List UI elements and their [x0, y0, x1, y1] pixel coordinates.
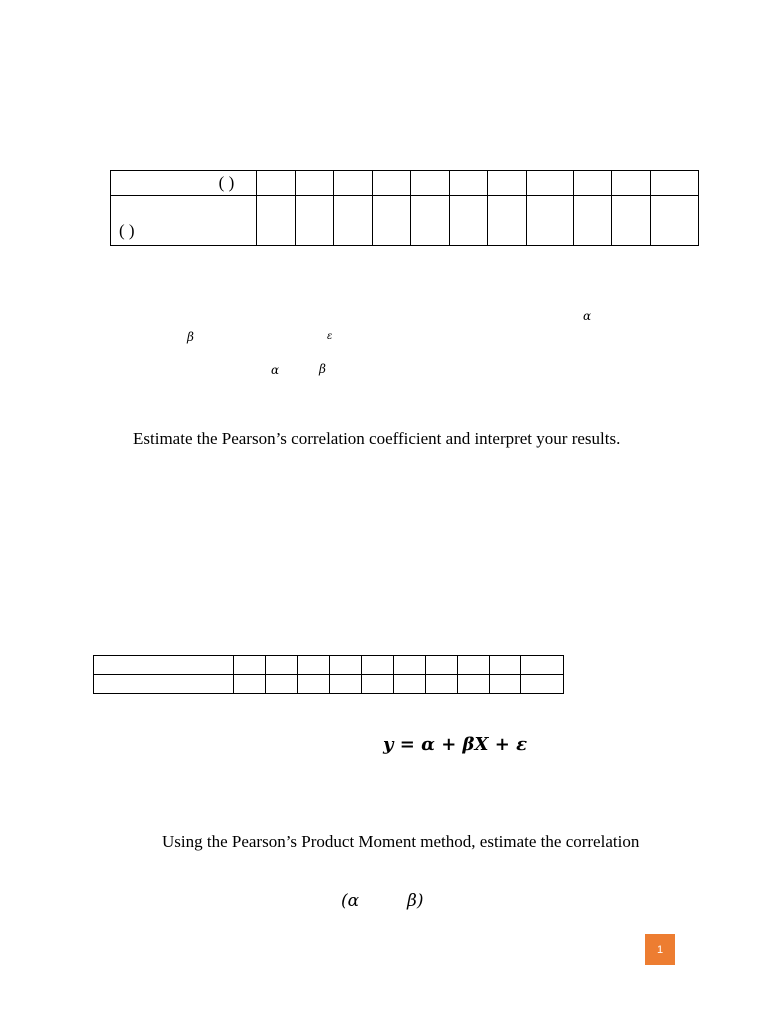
table-cell: [526, 196, 573, 246]
table-cell: [257, 196, 296, 246]
table-cell: [298, 656, 330, 675]
table-cell: [330, 675, 362, 694]
table-cell: [266, 675, 298, 694]
table-cell: [94, 675, 234, 694]
table-cell: [449, 171, 487, 196]
table-cell: [394, 656, 426, 675]
beta-close-paren: β): [407, 891, 424, 911]
table-cell: [487, 171, 526, 196]
table-cell: [526, 171, 573, 196]
table-cell: [458, 656, 490, 675]
table-cell: [330, 656, 362, 675]
table-cell: [394, 675, 426, 694]
table-row: [94, 675, 564, 694]
table-cell: [426, 675, 458, 694]
table-cell: [266, 656, 298, 675]
alpha-symbol: α: [271, 363, 280, 377]
table-cell: [296, 171, 334, 196]
table-cell: [411, 171, 449, 196]
page-number: 1: [656, 943, 664, 956]
data-table-1: [110, 170, 699, 246]
table-cell: [521, 675, 564, 694]
table-cell: [490, 675, 521, 694]
table-row: [111, 196, 699, 246]
beta-symbol: β: [187, 330, 194, 344]
table-cell: [487, 196, 526, 246]
table-cell: [650, 196, 698, 246]
page-number-badge: [645, 934, 675, 965]
table-cell: [411, 196, 449, 246]
table-cell: [573, 171, 611, 196]
table1-row2-label: ( ): [111, 196, 257, 246]
table-cell: [458, 675, 490, 694]
table-cell: [334, 171, 373, 196]
table-cell: [611, 171, 650, 196]
table-cell: [521, 656, 564, 675]
table1-row1-label: ( ): [111, 171, 257, 196]
table-cell: [94, 656, 234, 675]
table-cell: [650, 171, 698, 196]
table-cell: [257, 171, 296, 196]
alpha-symbol: α: [583, 309, 592, 323]
table-cell: [490, 656, 521, 675]
data-table-2: [93, 655, 564, 694]
table-cell: [373, 196, 411, 246]
table-row: [111, 171, 699, 196]
table-cell: [362, 675, 394, 694]
beta-symbol: β: [319, 362, 326, 376]
table-cell: [362, 656, 394, 675]
pearson-estimate-text: Estimate the Pearson’s correlation coefficient and interpret your results.: [133, 429, 621, 448]
pearson-product-moment-text: Using the Pearson’s Product Moment method, estimate the correlation: [162, 832, 640, 851]
regression-equation: y = α + βX + ε: [383, 734, 528, 755]
table-cell: [449, 196, 487, 246]
table-cell: [334, 196, 373, 246]
table-cell: [426, 656, 458, 675]
table-cell: [573, 196, 611, 246]
epsilon-symbol: ε: [327, 331, 333, 342]
alpha-open-paren: (α: [341, 891, 360, 911]
table-row: [94, 656, 564, 675]
table-cell: [296, 196, 334, 246]
table-cell: [298, 675, 330, 694]
table-cell: [234, 656, 266, 675]
table-cell: [234, 675, 266, 694]
table-cell: [373, 171, 411, 196]
table-cell: [611, 196, 650, 246]
